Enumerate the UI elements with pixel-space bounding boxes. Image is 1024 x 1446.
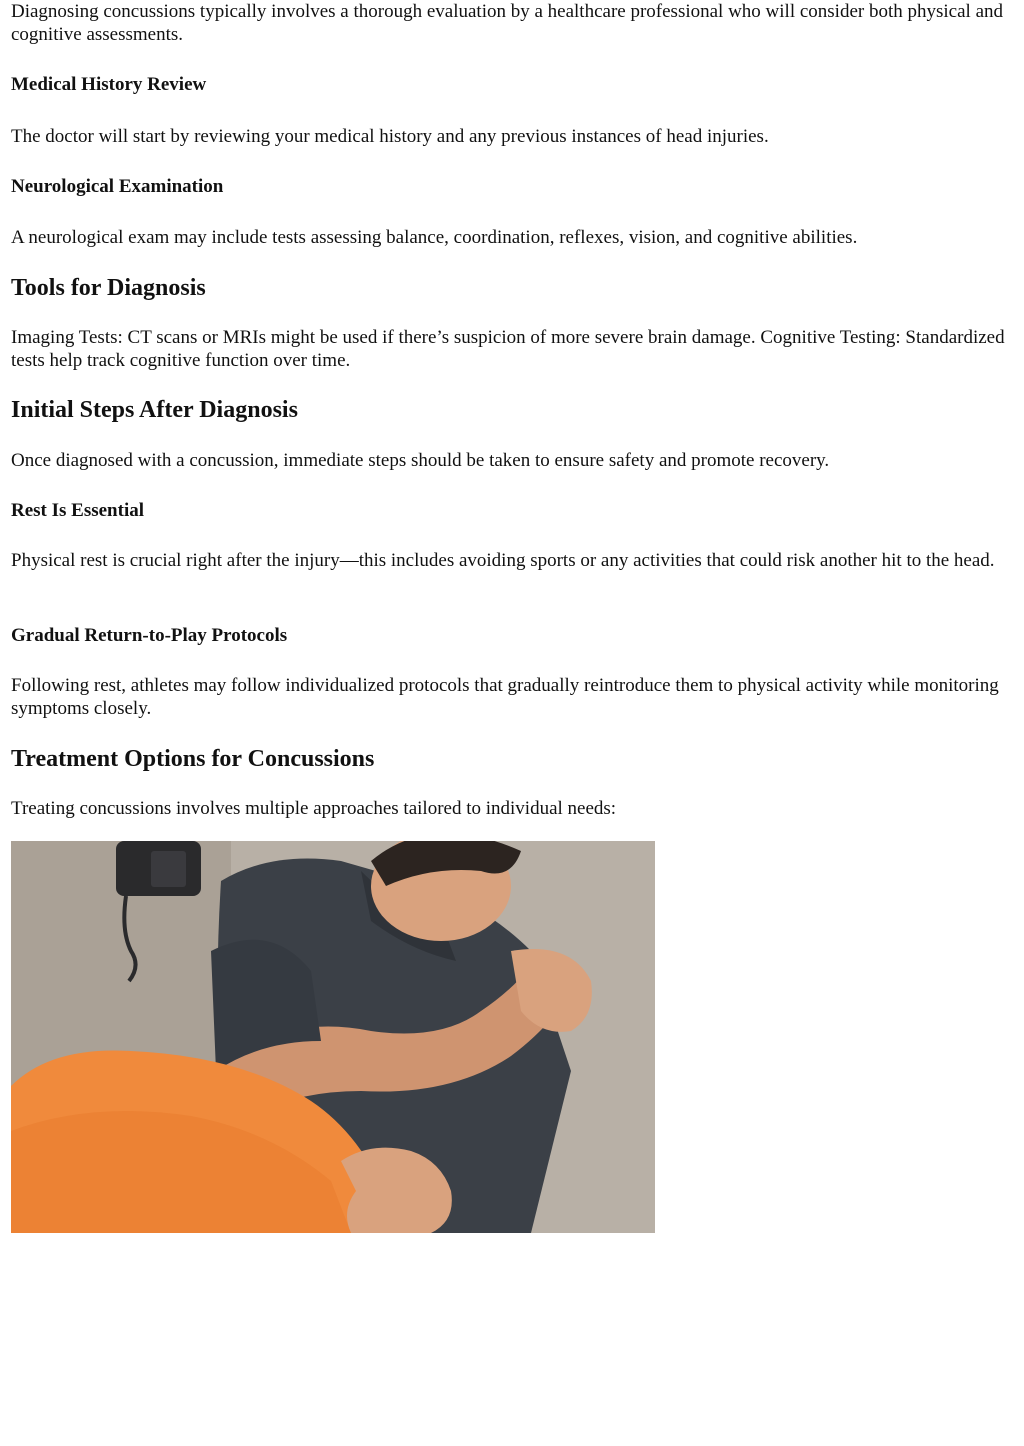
medical-history-paragraph: The doctor will start by reviewing your medical history and any previous instances of head injuries.: [11, 126, 769, 147]
neurological-exam-heading: Neurological Examination: [11, 176, 224, 197]
therapy-photo: [11, 841, 655, 1233]
return-to-play-heading: Gradual Return-to-Play Protocols: [11, 625, 288, 646]
initial-steps-heading: Initial Steps After Diagnosis: [11, 397, 298, 423]
initial-steps-paragraph: Once diagnosed with a concussion, immediate steps should be taken to ensure safety and promote recovery.: [11, 450, 830, 471]
rest-essential-paragraph: Physical rest is crucial right after the injury—this includes avoiding sports or any activities that could risk another hit to the head.: [11, 550, 995, 571]
treatment-options-heading: Treatment Options for Concussions: [11, 746, 375, 772]
rest-essential-heading: Rest Is Essential: [11, 500, 145, 521]
tools-for-diagnosis-heading: Tools for Diagnosis: [11, 275, 206, 301]
return-to-play-paragraph: Following rest, athletes may follow individualized protocols that gradually reintroduce them to physical activity while monitoring symptoms closely.: [11, 675, 999, 719]
treatment-options-paragraph: Treating concussions involves multiple approaches tailored to individual needs:: [11, 798, 617, 819]
tools-for-diagnosis-paragraph: Imaging Tests: CT scans or MRIs might be used if there’s suspicion of more severe brain damage. Cognitive Testing: Standardized tests help track cognitive function over time.: [11, 327, 1005, 371]
intro-paragraph: Diagnosing concussions typically involves a thorough evaluation by a healthcare professional who will consider both physical and cognitive assessments.: [11, 1, 1003, 45]
therapy-photo-illustration: [11, 841, 655, 1233]
neurological-exam-paragraph: A neurological exam may include tests assessing balance, coordination, reflexes, vision, and cognitive abilities.: [11, 227, 858, 248]
medical-history-heading: Medical History Review: [11, 74, 207, 95]
